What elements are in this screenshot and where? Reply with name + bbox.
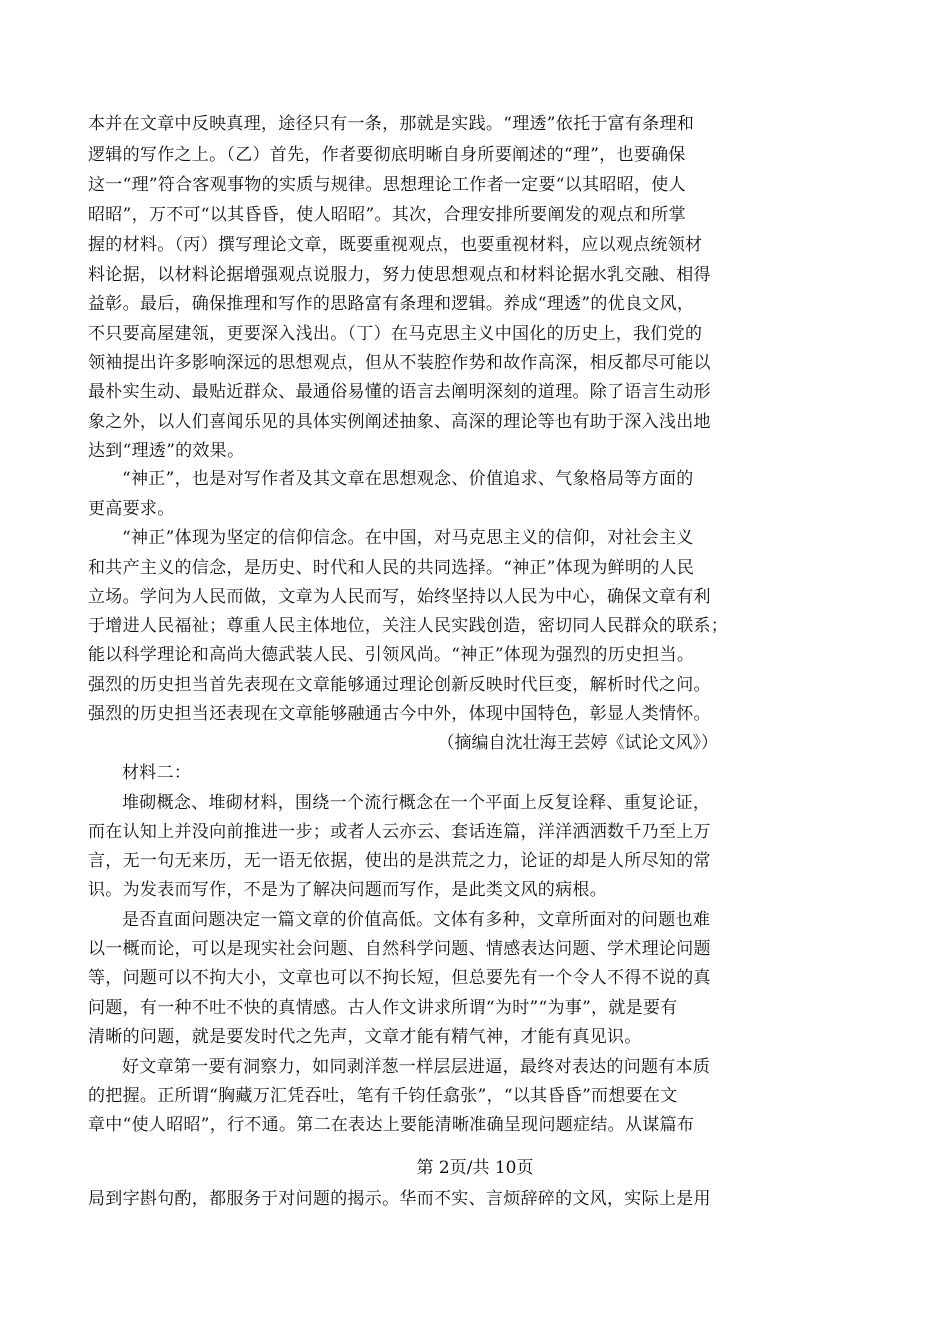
text-line: 更高要求。 <box>88 499 175 519</box>
text-line: 强烈的历史担当还表现在文章能够融通古今中外，体现中国特色，彰显人类情怀。 <box>88 704 711 724</box>
text-line: 达到“理透”的效果。 <box>88 441 245 461</box>
text-line: 问题，有一种不吐不快的真情感。古人作文讲求所谓“为时”“为事”，就是要有 <box>88 998 678 1018</box>
section-heading: 材料二： <box>122 763 192 783</box>
text-line: 能以科学理论和高尚大德武装人民、引领风尚。“神正”体现为强烈的历史担当。 <box>88 645 695 665</box>
text-line: 以一概而论，可以是现实社会问题、自然科学问题、情感表达问题、学术理论问题 <box>88 939 711 959</box>
text-line: 堆砌概念、堆砌材料，围绕一个流行概念在一个平面上反复诠释、重复论证， <box>122 793 711 813</box>
text-line: 象之外，以人们喜闻乐见的具体实例阐述抽象、高深的理论等也有助于深入浅出地 <box>88 412 711 432</box>
text-line: 昭昭”，万不可“以其昏昏，使人昭昭”。其次，合理安排所要阐发的观点和所掌 <box>88 205 686 225</box>
text-line: 是否直面问题决定一篇文章的价值高低。文体有多种，文章所面对的问题也难 <box>122 910 711 930</box>
text-line: 和共产主义的信念，是历史、时代和人民的共同选择。“神正”体现为鲜明的人民 <box>88 558 695 578</box>
text-line: 强烈的历史担当首先表现在文章能够通过理论创新反映时代巨变，解析时代之问。 <box>88 675 711 695</box>
text-line: 最朴实生动、最贴近群众、最通俗易懂的语言去阐明深刻的道理。除了语言生动形 <box>88 382 711 402</box>
text-line: 料论据，以材料论据增强观点说服力，努力使思想观点和材料论据水乳交融、相得 <box>88 265 711 285</box>
text-line: 识。为发表而写作，不是为了解决问题而写作，是此类文风的病根。 <box>88 880 607 900</box>
text-line: 领袖提出许多影响深远的思想观点，但从不装腔作势和故作高深，相反都尽可能以 <box>88 353 711 373</box>
text-line: 不只要高屋建瓴，更要深入浅出。（丁）在马克思主义中国化的历史上，我们党的 <box>88 324 703 344</box>
text-line: 局到字斟句酌，都服务于对问题的揭示。华而不实、言烦辞碎的文风，实际上是用 <box>88 1189 711 1209</box>
text-line: 这一“理”符合客观事物的实质与规律。思想理论工作者一定要“以其昭昭，使人 <box>88 175 686 195</box>
text-line: 的把握。正所谓“胸藏万汇凭吞吐，笔有千钧任翕张”，“以其昏昏”而想要在文 <box>88 1086 678 1106</box>
text-line: 立场。学问为人民而做，文章为人民而写，始终坚持以人民为中心，确保文章有利 <box>88 587 711 607</box>
text-line: 益彰。最后，确保推理和写作的思路富有条理和逻辑。养成“理透”的优良文风， <box>88 294 695 314</box>
text-line: 于增进人民福祉；尊重人民主体地位，关注人民实践创造，密切同人民群众的联系； <box>88 616 729 636</box>
text-line: 章中“使人昭昭”，行不通。第二在表达上要能清晰准确呈现问题症结。从谋篇布 <box>88 1115 695 1135</box>
text-line: 本并在文章中反映真理，途径只有一条，那就是实践。“理透”依托于富有条理和 <box>88 114 695 134</box>
text-line: 而在认知上并没向前推进一步；或者人云亦云、套话连篇，洋洋洒洒数千乃至上万 <box>88 822 711 842</box>
text-line: 言，无一句无来历，无一语无依据，使出的是洪荒之力，论证的却是人所尽知的常 <box>88 851 711 871</box>
source-citation: （摘编自沈壮海王芸婷《试论文风》） <box>437 733 718 753</box>
page-number-footer: 第 2页/共 10页 <box>416 1158 534 1178</box>
text-line: 等，问题可以不拘大小，文章也可以不拘长短，但总要先有一个令人不得不说的真 <box>88 968 711 988</box>
text-line: 清晰的问题，就是要发时代之先声，文章才能有精气神，才能有真见识。 <box>88 1027 642 1047</box>
text-line: “神正”体现为坚定的信仰信念。在中国，对马克思主义的信仰，对社会主义 <box>122 528 694 548</box>
text-line: “神正”，也是对写作者及其文章在思想观念、价值追求、气象格局等方面的 <box>122 469 694 489</box>
text-line: 逻辑的写作之上。（乙）首先，作者要彻底明晰自身所要阐述的“理”，也要确保 <box>88 145 686 165</box>
text-line: 握的材料。（丙）撰写理论文章，既要重视观点，也要重视材料，应以观点统领材 <box>88 235 703 255</box>
text-line: 好文章第一要有洞察力，如同剥洋葱一样层层进逼，最终对表达的问题有本质 <box>122 1057 711 1077</box>
